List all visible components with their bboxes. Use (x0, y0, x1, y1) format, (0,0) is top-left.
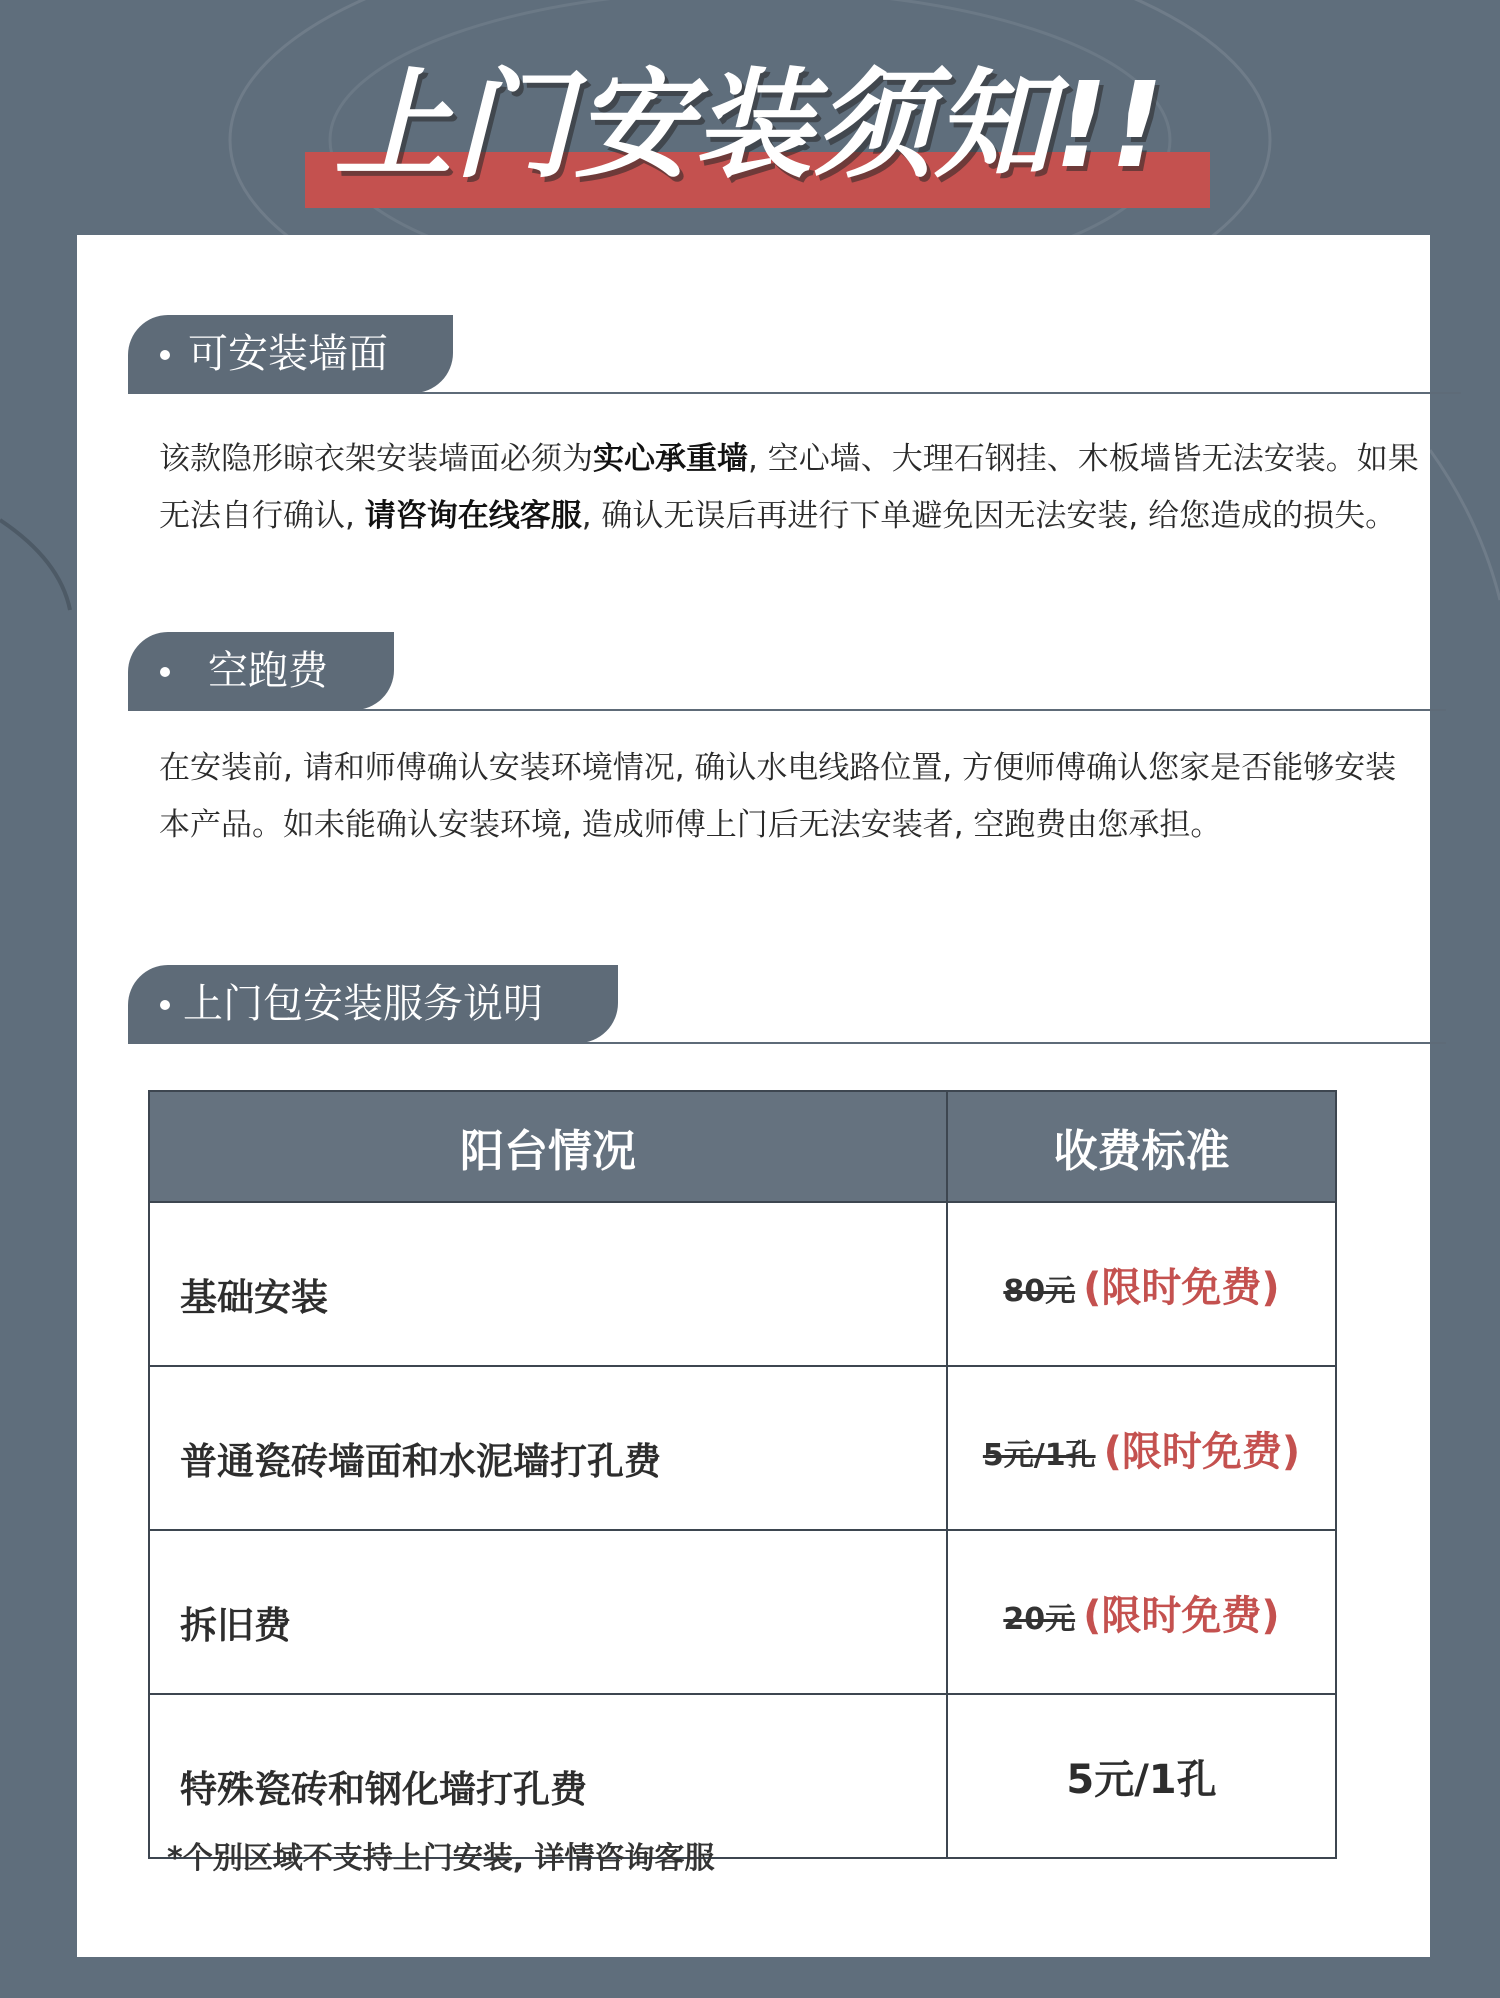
section-header-empty-trip (128, 632, 1446, 710)
section-tab (128, 965, 618, 1043)
section-header-service (128, 965, 1446, 1043)
section-header-walls (128, 315, 1461, 393)
table-row (149, 1202, 1336, 1366)
table-row (149, 1366, 1336, 1530)
price-value: 5元/1孔 (1066, 1756, 1217, 1803)
text-segment: , 空心墙、大理石钢挂、木板墙皆无法安装。如果无法自行确认, (159, 441, 1419, 534)
section-tab (128, 315, 453, 393)
bullet-icon (160, 667, 170, 677)
page-title: 上门安装须知!! (334, 56, 1166, 194)
promo-label: (限时免费) (1083, 1264, 1280, 1311)
emphasis-text: 请咨询在线客服 (364, 498, 582, 534)
column-header: 收费标准 (947, 1091, 1336, 1202)
footnote: *个别区域不支持上门安装, 详情咨询客服 (167, 1841, 715, 1876)
item-cell: 特殊瓷砖和钢化墙打孔费 (149, 1694, 947, 1858)
price-cell (947, 1694, 1336, 1858)
section-paragraph-empty-trip: 在安装前, 请和师傅确认安装环境情况, 确认水电线路位置, 方便师傅确认您家是否能够安装本产品。如未能确认安装环境, 造成师傅上门后无法安装者, 空跑费由您承担。 (159, 750, 1397, 843)
item-cell: 拆旧费 (149, 1530, 947, 1694)
promo-label: (限时免费) (1103, 1428, 1301, 1475)
pricing-table (148, 1090, 1337, 1859)
item-cell: 普通瓷砖墙面和水泥墙打孔费 (149, 1366, 947, 1530)
table-row (149, 1530, 1336, 1694)
bullet-icon (160, 350, 170, 360)
promo-label: (限时免费) (1083, 1592, 1280, 1639)
section-paragraph-walls (159, 431, 1419, 545)
item-cell: 基础安装 (149, 1202, 947, 1366)
price-cell (947, 1530, 1336, 1694)
text-segment: 该款隐形晾衣架安装墙面必须为 (159, 441, 593, 477)
section-divider (128, 392, 1461, 394)
section-title: 可安装墙面 (188, 331, 388, 377)
price-cell (947, 1366, 1336, 1530)
text-segment: , 确认无误后再进行下单避免因无法安装, 给您造成的损失。 (581, 498, 1397, 534)
notice-card (77, 235, 1430, 1957)
section-divider (128, 709, 1446, 711)
section-title: 空跑费 (208, 648, 328, 694)
table-header-row (149, 1091, 1336, 1202)
price-cell (947, 1202, 1336, 1366)
original-price: 5元/1孔 (982, 1437, 1096, 1473)
section-divider (128, 1042, 1446, 1044)
original-price: 20元 (1003, 1601, 1076, 1637)
bullet-icon (160, 1000, 170, 1010)
section-title: 上门包安装服务说明 (183, 981, 543, 1027)
emphasis-text: 实心承重墙 (593, 441, 748, 477)
original-price: 80元 (1003, 1273, 1076, 1309)
column-header: 阳台情况 (149, 1091, 947, 1202)
section-tab (128, 632, 394, 710)
